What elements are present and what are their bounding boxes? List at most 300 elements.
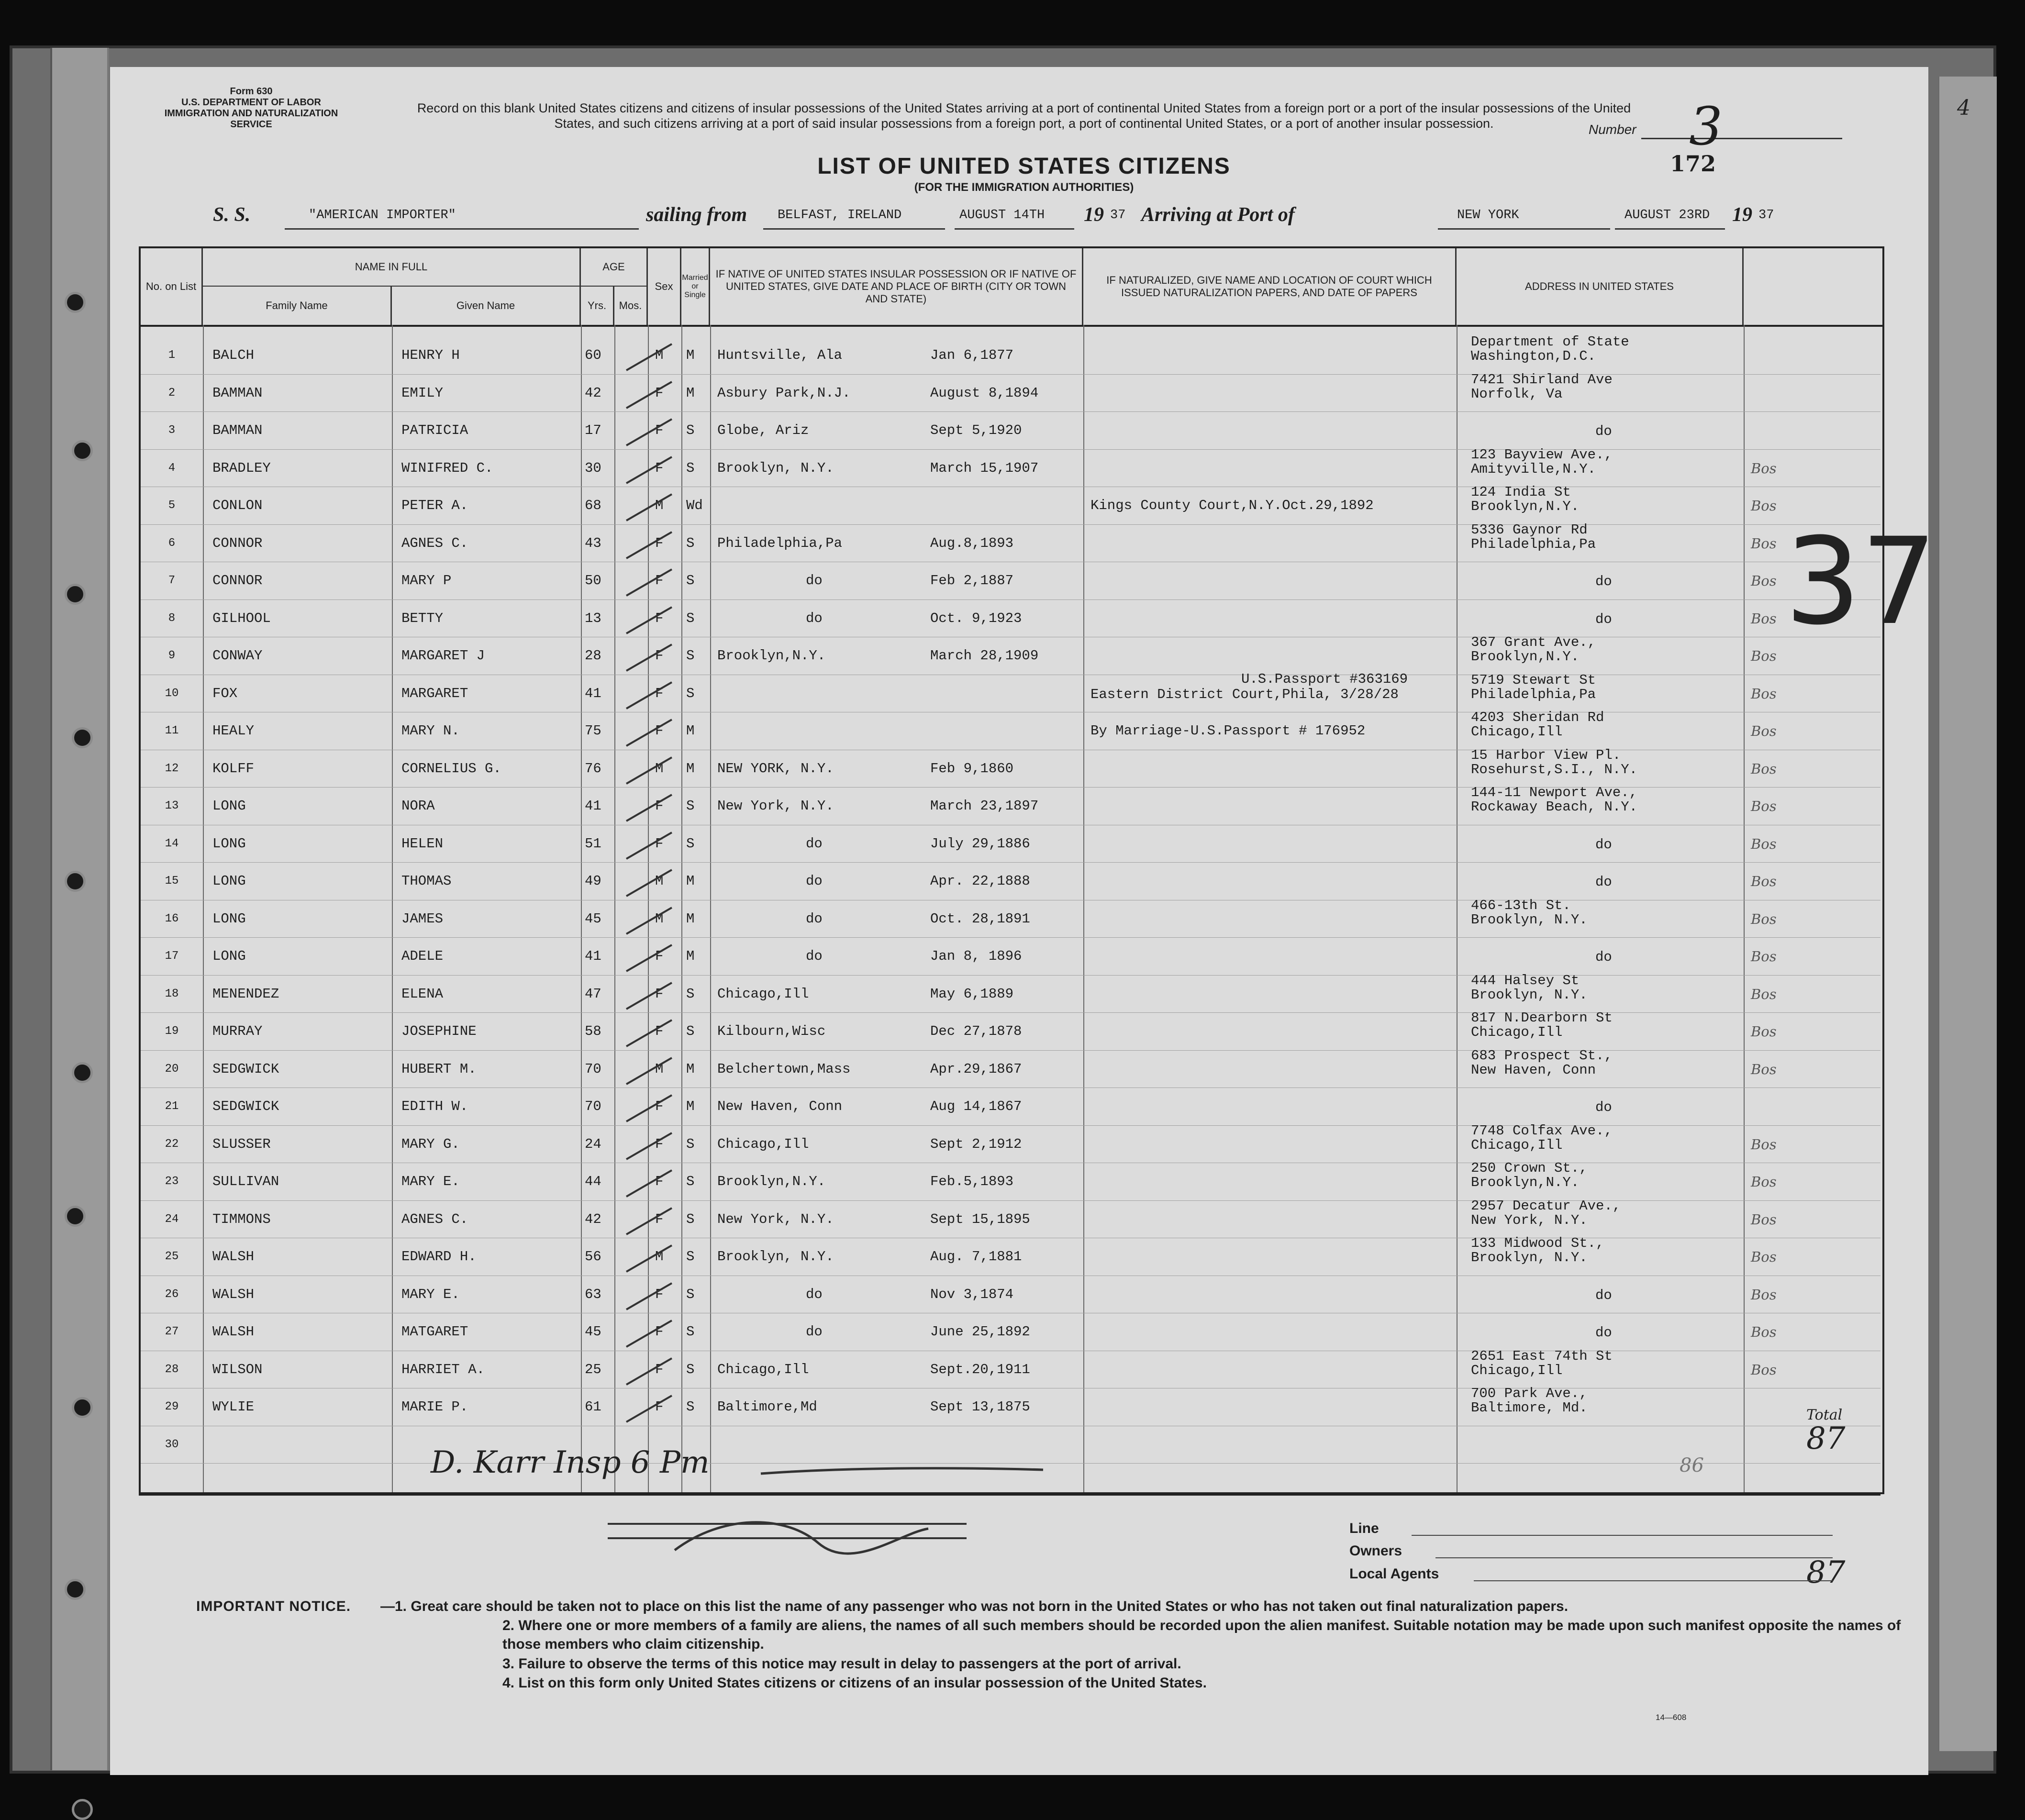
birth-place: Brooklyn, N.Y. [717,1249,834,1265]
family-name: LONG [212,798,246,814]
address-line-2: Brooklyn, N.Y. [1471,1250,1588,1265]
binder-hole [65,1579,86,1600]
given-name: HENRY H [401,347,460,363]
naturalization: Kings County Court,N.Y.Oct.29,1892 [1090,498,1374,513]
row-number: 7 [168,574,176,587]
footer-agents-field [1474,1580,1833,1581]
sex: F [655,573,664,588]
row-number: 15 [165,875,179,888]
marital-status: S [686,573,695,588]
check-mark [624,379,677,413]
arrival-port-line [1438,228,1610,230]
port-mark: Bos [1751,986,1777,1002]
check-mark [624,1168,677,1201]
address-line-2: do [1595,1325,1612,1341]
birth-place: do [806,835,823,852]
right-page-edge [1938,77,1997,1751]
sex: F [655,1286,664,1302]
birth-date: Jan 6,1877 [930,347,1014,363]
birth-place: do [806,873,823,889]
arriving-label: Arriving at Port of [1141,204,1295,226]
family-name: FOX [212,685,238,701]
family-name: BALCH [212,347,255,363]
total-value: 87 [1806,1421,1846,1456]
age-years: 76 [585,760,601,777]
sex: F [655,535,664,551]
sex: F [655,610,664,626]
binder-hole [72,440,93,461]
col-mos: Mos. [614,287,648,325]
birth-place: Brooklyn,N.Y. [717,648,826,664]
address-line-2: New York, N.Y. [1471,1212,1588,1228]
sex: F [655,648,664,664]
binder-hole [65,1206,86,1227]
given-name: HARRIET A. [401,1361,485,1377]
age-years: 61 [585,1399,601,1415]
col-line [1744,325,1745,1492]
port-mark: Bos [1751,835,1777,852]
age-years: 51 [585,835,601,852]
col-name-in-full: NAME IN FULL [203,248,581,287]
address-line-1: 7748 Colfax Ave., [1471,1122,1613,1139]
row-number: 24 [165,1212,179,1226]
address-line-1: 5336 Gaynor Rd [1471,522,1588,538]
given-name: CORNELIUS G. [401,760,501,777]
address-line-2: Baltimore, Md. [1471,1400,1588,1416]
row-number: 10 [165,687,179,700]
col-line [1457,325,1458,1492]
check-mark [624,905,677,939]
page-title: LIST OF UNITED STATES CITIZENS [817,154,1231,179]
sex: M [655,1249,664,1265]
address-line-1: 144-11 Newport Ave., [1471,785,1638,800]
age-years: 56 [585,1249,601,1265]
marital-status: M [686,760,695,777]
age-years: 13 [585,610,601,626]
col-naturalized: IF NATURALIZED, GIVE NAME AND LOCATION OF COURT WHICH ISSUED NATURALIZATION PAPERS, AND DATE OF PAPERS [1083,248,1457,325]
sex: M [655,347,664,363]
birth-place: do [806,610,823,626]
family-name: CONNOR [212,535,263,551]
row-number: 2 [168,386,176,400]
birth-date: March 28,1909 [930,648,1039,664]
arrival-date-line [1615,228,1725,230]
footer-line-field [1412,1535,1833,1536]
sex: F [655,685,664,701]
marital-status: S [686,835,695,852]
number-line [1641,138,1842,139]
birth-date: May 6,1889 [930,986,1014,1002]
page-subtitle: (FOR THE IMMIGRATION AUTHORITIES) [914,181,1134,194]
sex: F [655,1324,664,1340]
table-header [141,248,1882,327]
given-name: AGNES C. [401,1211,468,1227]
family-name: CONLON [212,498,263,513]
sex: M [655,910,664,927]
marital-status: S [686,610,695,626]
birth-date: Dec 27,1878 [930,1023,1022,1039]
family-name: LONG [212,910,246,927]
age-years: 50 [585,573,601,588]
check-mark [624,1131,677,1164]
binder-hole [65,871,86,892]
inspector-note: D. Karr Insp 6 Pm [431,1445,710,1480]
birth-date: Jan 8, 1896 [930,948,1022,964]
sail-date: AUGUST 14TH [959,208,1045,222]
age-years: 68 [585,498,601,513]
given-name: MARY E. [401,1286,460,1302]
address-line-1: 133 Midwood St., [1471,1235,1604,1251]
row-rule [141,1050,1880,1051]
given-name: EDITH W. [401,1099,468,1114]
from-line [763,228,945,230]
notice-2: 2. Where one or more members of a family are aliens, the names of all such members should be recorded upon the alien manifest. Suitable notation may be made upon such manifest opposite the names of those members who claim citizenship. [502,1618,1901,1652]
sex: F [655,1399,664,1415]
birth-place: Huntsville, Ala [717,347,843,363]
address-line-1: 4203 Sheridan Rd [1471,710,1604,725]
address-line-1: 466-13th St. [1471,897,1571,913]
check-mark [624,680,677,713]
port-mark: Bos [1751,610,1777,627]
address-line-1: 124 India St [1471,484,1571,500]
col-family-name: Family Name [203,287,392,325]
row-rule [141,975,1880,976]
address-line-2: do [1595,836,1612,853]
check-mark [624,642,677,676]
address-line-1: 817 N.Dearborn St [1471,1010,1613,1026]
marital-status: S [686,798,695,814]
row-rule [141,374,1880,375]
age-years: 17 [585,422,601,438]
passenger-table [139,246,1884,1494]
sex: F [655,986,664,1002]
birth-date: Feb 9,1860 [930,760,1014,777]
address-line-1: 2651 East 74th St [1471,1348,1613,1364]
row-number: 4 [168,461,176,475]
check-mark [624,830,677,864]
birth-date: Aug.8,1893 [930,535,1014,551]
intro-text: Record on this blank United States citizens and citizens of insular possessions of the United States arriving at a port of continental United States from a foreign port or a port of the insular possessions of the United States, and such citizens arriving at a port of said insular possessions from a foreign port, a port of continental United States, or a port of another insular possession. [417,101,1631,131]
port-mark: Bos [1751,573,1777,589]
col-address: ADDRESS IN UNITED STATES [1457,248,1744,325]
sex: F [655,835,664,852]
marital-status: S [686,986,695,1002]
check-mark [624,1093,677,1126]
family-name: WALSH [212,1249,255,1265]
port-mark: Bos [1751,498,1777,514]
family-name: WILSON [212,1361,263,1377]
ship-line [285,228,639,230]
family-name: HEALY [212,723,255,739]
given-name: MARY N. [401,723,460,739]
footer-line-label: Line [1349,1520,1379,1536]
family-name: LONG [212,948,246,964]
age-years: 49 [585,873,601,889]
given-name: MARY P [401,573,452,588]
sex: F [655,1023,664,1039]
given-name: AGNES C. [401,535,468,551]
family-name: MURRAY [212,1023,263,1039]
marital-status: S [686,1324,695,1340]
marital-status: S [686,422,695,438]
manifest-page [110,67,1970,1775]
age-years: 42 [585,385,601,401]
given-name: THOMAS [401,873,452,889]
given-name: MARGARET [401,685,468,701]
birth-place: do [806,1286,823,1302]
marital-status: M [686,385,695,401]
address-line-2: New Haven, Conn [1471,1062,1596,1078]
check-mark [624,980,677,1014]
row-rule [141,449,1880,450]
address-line-2: Brooklyn, N.Y. [1471,911,1588,928]
address-line-2: Philadelphia,Pa [1471,536,1596,552]
port-mark: Bos [1751,910,1777,927]
birth-place: Globe, Ariz [717,422,809,438]
family-name: SLUSSER [212,1136,271,1152]
family-name: TIMMONS [212,1211,271,1227]
col-line [614,325,615,1492]
sail-year-prefix: 19 [1084,204,1104,226]
row-number: 18 [165,987,179,1000]
birth-date: Sept 2,1912 [930,1136,1022,1152]
marital-status: S [686,1399,695,1415]
given-name: MARIE P. [401,1399,468,1415]
address-line-1: 15 Harbor View Pl. [1471,747,1621,763]
footer-agents-label: Local Agents [1349,1566,1439,1582]
port-mark: Bos [1751,873,1777,889]
list-number: 3 [1689,96,1723,157]
birth-place: Asbury Park,N.J. [717,385,851,401]
row-number: 22 [165,1137,179,1151]
footer-owners-label: Owners [1349,1543,1402,1559]
check-mark [624,605,677,638]
address-line-1: Department of State [1471,334,1629,350]
address-line-2: Chicago,Ill [1471,1024,1563,1040]
port-mark: Bos [1751,1023,1777,1040]
inspector-underline [756,1450,1053,1488]
marital-status: S [686,648,695,664]
arrival-year: 37 [1758,208,1774,222]
notice-4: 4. List on this form only United States citizens or citizens of an insular possession of the United States. [502,1675,1207,1691]
birth-place: do [806,910,823,927]
check-mark [624,417,677,450]
page-number: 172 [1670,151,1716,177]
col-line [710,325,711,1492]
family-name: SEDGWICK [212,1061,279,1077]
address-line-2: Brooklyn,N.Y. [1471,499,1580,514]
row-rule [141,937,1880,938]
address-line-2: Amityville,N.Y. [1471,461,1596,477]
ship-name: "AMERICAN IMPORTER" [309,208,456,222]
birth-place: New York, N.Y. [717,1211,834,1227]
arrival-port: NEW YORK [1457,208,1519,222]
birth-date: August 8,1894 [930,385,1039,401]
corner-mark: 4 [1957,96,1970,120]
marital-status: S [686,535,695,551]
marital-status: S [686,1249,695,1265]
birth-place: New York, N.Y. [717,798,834,814]
birth-date: Apr.29,1867 [930,1061,1022,1077]
binder-hole [72,727,93,748]
bottom-total: 87 [1806,1555,1846,1590]
age-years: 45 [585,910,601,927]
address-line-2: do [1595,1287,1612,1303]
check-mark [624,567,677,600]
address-line-1: 683 Prospect St., [1471,1047,1613,1064]
form-code: 14—608 [1656,1713,1687,1722]
port-mark: Bos [1751,723,1777,739]
family-name: LONG [212,873,246,889]
given-name: MARGARET J [401,648,485,664]
age-years: 24 [585,1136,601,1152]
row-rule [141,599,1880,600]
address-line-2: Chicago,Ill [1471,1137,1563,1153]
birth-place: Belchertown,Mass [717,1061,851,1077]
address-line-1: 2957 Decatur Ave., [1471,1198,1621,1214]
given-name: ELENA [401,986,444,1002]
sail-date-line [955,228,1074,230]
port-mark: Bos [1751,1211,1777,1228]
address-line-2: Rockaway Beach, N.Y. [1471,799,1638,815]
age-years: 41 [585,685,601,701]
marital-status: S [686,1211,695,1227]
row-number: 3 [168,424,176,437]
check-mark [624,492,677,525]
birth-date: Feb 2,1887 [930,573,1014,588]
row-number: 1 [168,349,176,362]
address-line-1: 5719 Stewart St [1471,672,1596,688]
age-years: 41 [585,798,601,814]
col-line [681,325,682,1492]
birth-place: Baltimore,Md [717,1399,817,1415]
address-line-2: Brooklyn,N.Y. [1471,1175,1580,1190]
check-mark [624,1055,677,1089]
row-number: 25 [165,1250,179,1263]
given-name: WINIFRED C. [401,460,493,476]
row-number: 17 [165,950,179,963]
birth-date: Feb.5,1893 [930,1174,1014,1189]
port-mark: Bos [1751,1249,1777,1265]
birth-date: Oct. 28,1891 [930,910,1030,927]
address-line-1: 123 Bayview Ave., [1471,446,1613,463]
binder-hole [65,292,86,313]
family-name: BAMMAN [212,385,263,401]
birth-date: June 25,1892 [930,1324,1030,1340]
marital-status: Wd [686,498,703,513]
check-mark [624,792,677,826]
given-name: MATGARET [401,1324,468,1340]
sex: F [655,422,664,438]
col-blank [1744,248,1880,325]
check-mark [624,1018,677,1051]
check-mark [624,1356,677,1389]
col-age: AGE [581,248,648,287]
family-name: BRADLEY [212,460,271,476]
birth-place: Philadelphia,Pa [717,535,843,551]
birth-place: do [806,573,823,588]
row-number: 9 [168,649,176,662]
family-name: CONWAY [212,648,263,664]
footer-rule [139,1494,1880,1496]
col-line [392,325,393,1492]
row-number: 30 [165,1438,179,1451]
given-name: HELEN [401,835,444,852]
col-given-name: Given Name [392,287,581,325]
number-label: Number [1589,122,1636,137]
sex: F [655,723,664,739]
marital-status: M [686,910,695,927]
given-name: BETTY [401,610,444,626]
age-years: 44 [585,1174,601,1189]
row-number: 8 [168,611,176,625]
age-years: 47 [585,986,601,1002]
birth-date: Aug 14,1867 [930,1099,1022,1114]
row-number: 27 [165,1325,179,1338]
department: U.S. DEPARTMENT OF LABOR [181,97,321,108]
check-mark [624,1206,677,1239]
birth-place: Chicago,Ill [717,986,809,1002]
address-line-2: Brooklyn,N.Y. [1471,649,1580,665]
address-line-2: do [1595,611,1612,627]
family-name: WALSH [212,1324,255,1340]
sex: F [655,385,664,401]
check-mark [624,867,677,901]
port-mark: Bos [1751,648,1777,664]
check-mark [624,1318,677,1352]
family-name: SEDGWICK [212,1099,279,1114]
address-line-2: Philadelphia,Pa [1471,686,1596,702]
marital-status: M [686,873,695,889]
given-name: MARY G. [401,1136,460,1152]
address-line-2: do [1595,574,1612,589]
sex: F [655,460,664,476]
birth-place: New Haven, Conn [717,1099,843,1114]
address-line-2: do [1595,874,1612,890]
age-years: 58 [585,1023,601,1039]
given-name: JOSEPHINE [401,1023,477,1039]
tally-count: 37 [1785,512,1937,651]
port-mark: Bos [1751,1324,1777,1340]
address-line-1: 700 Park Ave., [1471,1386,1588,1401]
given-name: EMILY [401,385,444,401]
port-mark: Bos [1751,1174,1777,1190]
footer-scribble [603,1505,986,1557]
row-number: 6 [168,536,176,550]
birth-date: Sept 5,1920 [930,422,1022,438]
arrival-year-prefix: 19 [1732,204,1752,226]
address-line-2: Brooklyn, N.Y. [1471,987,1588,1003]
check-mark [624,1243,677,1276]
birth-place: Chicago,Ill [717,1136,809,1152]
row-number: 13 [165,799,179,812]
age-years: 42 [585,1211,601,1227]
sex: F [655,1211,664,1227]
check-mark [624,455,677,488]
birth-place: Brooklyn,N.Y. [717,1174,826,1189]
col-birth: IF NATIVE OF UNITED STATES INSULAR POSSESSION OR IF NATIVE OF UNITED STATES, GIVE DATE AND PLACE OF BIRTH (CITY OR TOWN AND STATE) [710,248,1083,325]
address-line-2: Chicago,Ill [1471,1362,1563,1378]
given-name: PATRICIA [401,422,468,438]
port-mark: Bos [1751,948,1777,965]
binder-hole [72,1062,93,1083]
sail-year: 37 [1110,208,1126,222]
family-name: GILHOOL [212,610,271,626]
family-name: WYLIE [212,1399,255,1415]
port-mark: Bos [1751,1286,1777,1303]
check-mark [624,717,677,751]
footer-owners-field [1435,1557,1833,1558]
